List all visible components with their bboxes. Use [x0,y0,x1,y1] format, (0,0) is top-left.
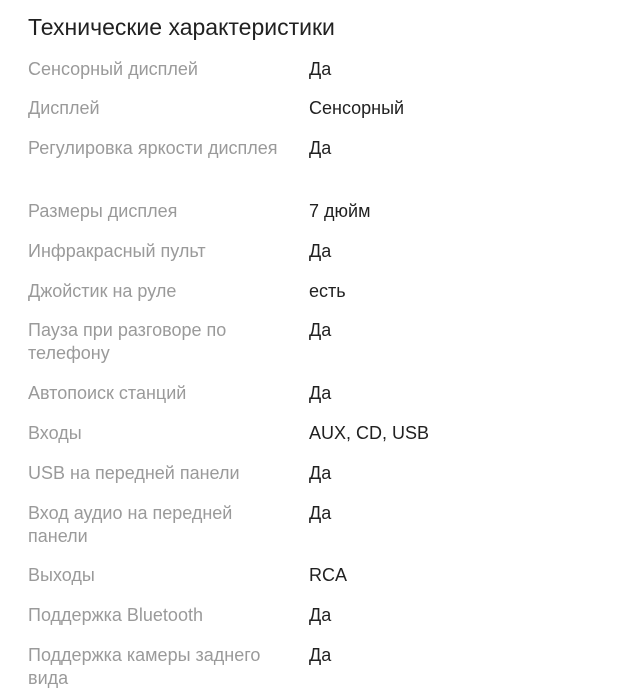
spec-value: Да [309,463,332,483]
spec-label: Пауза при разговоре по телефону [28,320,227,363]
spec-label: Джойстик на руле [28,281,177,301]
spec-label: Инфракрасный пульт [28,241,206,261]
spec-value: Сенсорный [309,98,405,118]
spec-label: Входы [28,423,82,443]
spec-value: RCA [309,565,348,585]
spec-value: есть [309,281,346,301]
section-title: Технические характеристики [28,14,335,40]
spec-value: Да [309,605,332,625]
spec-value: Да [309,383,332,403]
spec-label: Автопоиск станций [28,383,187,403]
spec-value: AUX, CD, USB [309,423,430,443]
spec-label: Регулировка яркости дисплея [28,138,278,158]
spec-value: 7 дюйм [309,201,371,221]
spec-label: USB на передней панели [28,463,240,483]
spec-value: Да [309,320,332,340]
spec-value: Да [309,503,332,523]
spec-value: Да [309,241,332,261]
spec-value: Да [309,138,332,158]
spec-label: Выходы [28,565,95,585]
spec-value: Да [309,645,332,665]
spec-label: Сенсорный дисплей [28,59,198,79]
spec-label: Размеры дисплея [28,201,178,221]
spec-label: Вход аудио на передней панели [28,503,233,546]
spec-value: Да [309,59,332,79]
spec-label: Дисплей [28,98,100,118]
spec-label: Поддержка Bluetooth [28,605,203,625]
spec-label: Поддержка камеры заднего вида [28,645,261,688]
